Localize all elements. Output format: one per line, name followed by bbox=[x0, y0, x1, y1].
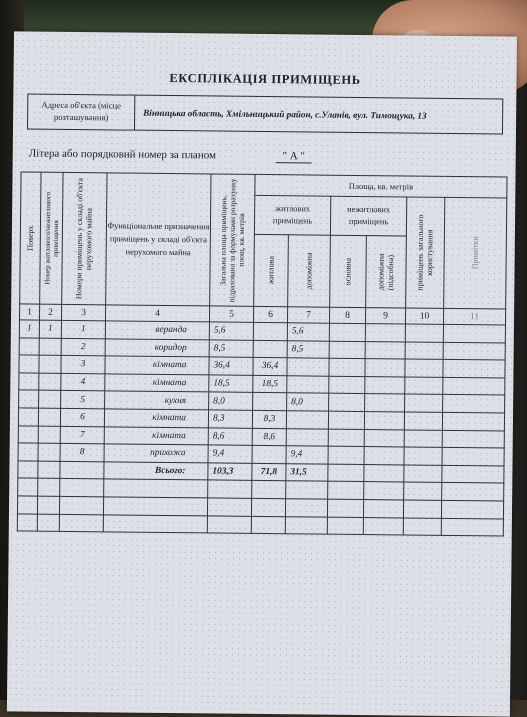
address-label: Адреса об'єкта (місце розташування) bbox=[28, 95, 135, 130]
address-box bbox=[27, 94, 503, 135]
table-row: 7 кімната 8,6 8,6 bbox=[18, 425, 504, 448]
header-dopomizhna-pidsobna: допоміжна (підсобна) bbox=[366, 236, 407, 308]
document-title: ЕКСПЛІКАЦІЯ ПРИМІЩЕНЬ bbox=[169, 70, 361, 87]
empty-row bbox=[17, 513, 503, 536]
header-notes: Примітки bbox=[444, 197, 507, 309]
header-zhytlova: житлова bbox=[254, 234, 289, 306]
header-part-number: Номери приміщень у складі об'єкта нерухомого майна bbox=[62, 172, 107, 304]
litera-value: " А " bbox=[276, 150, 312, 163]
header-residential: житлових приміщень bbox=[254, 195, 330, 235]
table-row: 5 кухня 8,0 8,0 bbox=[19, 390, 505, 413]
litera-label: Літера або порядковий номер за планом bbox=[28, 147, 217, 162]
table-row: 4 кімната 18,5 18,5 bbox=[19, 373, 505, 396]
document-page bbox=[7, 31, 517, 716]
total-living-value: 71,8 bbox=[252, 463, 286, 481]
header-osnovna: основна bbox=[330, 235, 367, 307]
total-aux-value: 31,5 bbox=[286, 463, 328, 481]
column-number-row: 1 2 3 4 5 6 7 8 9 10 11 bbox=[19, 304, 505, 325]
table-row: 2 коридор 8,5 8,5 bbox=[19, 338, 505, 361]
total-label: Всього: bbox=[104, 462, 208, 481]
total-area-value: 103,3 bbox=[208, 463, 252, 481]
header-poverkh: Поверх bbox=[20, 172, 41, 304]
table-row: 3 кімната 36,4 36,4 bbox=[19, 355, 505, 378]
header-total-area: Загальна площа приміщень, підрахована за формулами розрахунку площ, кв. метрів bbox=[210, 174, 255, 306]
header-room-number: Номер житлового/нежитлового приміщення bbox=[40, 172, 63, 304]
address-value: Вінницька область, Хмільницький район, с.Уланів, вул. Тимощука, 13 bbox=[143, 107, 427, 121]
table-row: 8 прихожа 9,4 9,4 bbox=[18, 443, 504, 466]
table-row: 6 кімната 8,3 8,3 bbox=[18, 408, 504, 431]
header-nonresidential: нежитлових приміщень bbox=[330, 196, 406, 236]
header-dopomizhna: допоміжна bbox=[288, 235, 331, 307]
table-row: 1 1 1 веранда 5,6 5,6 bbox=[19, 320, 505, 343]
header-area-group: Площа, кв. метрів bbox=[255, 174, 507, 198]
header-common-use: приміщень загального користування bbox=[406, 197, 445, 308]
header-function: Функціональне призначення приміщень у складі об'єкта нерухомого майна bbox=[106, 173, 211, 306]
explication-table bbox=[17, 171, 508, 536]
